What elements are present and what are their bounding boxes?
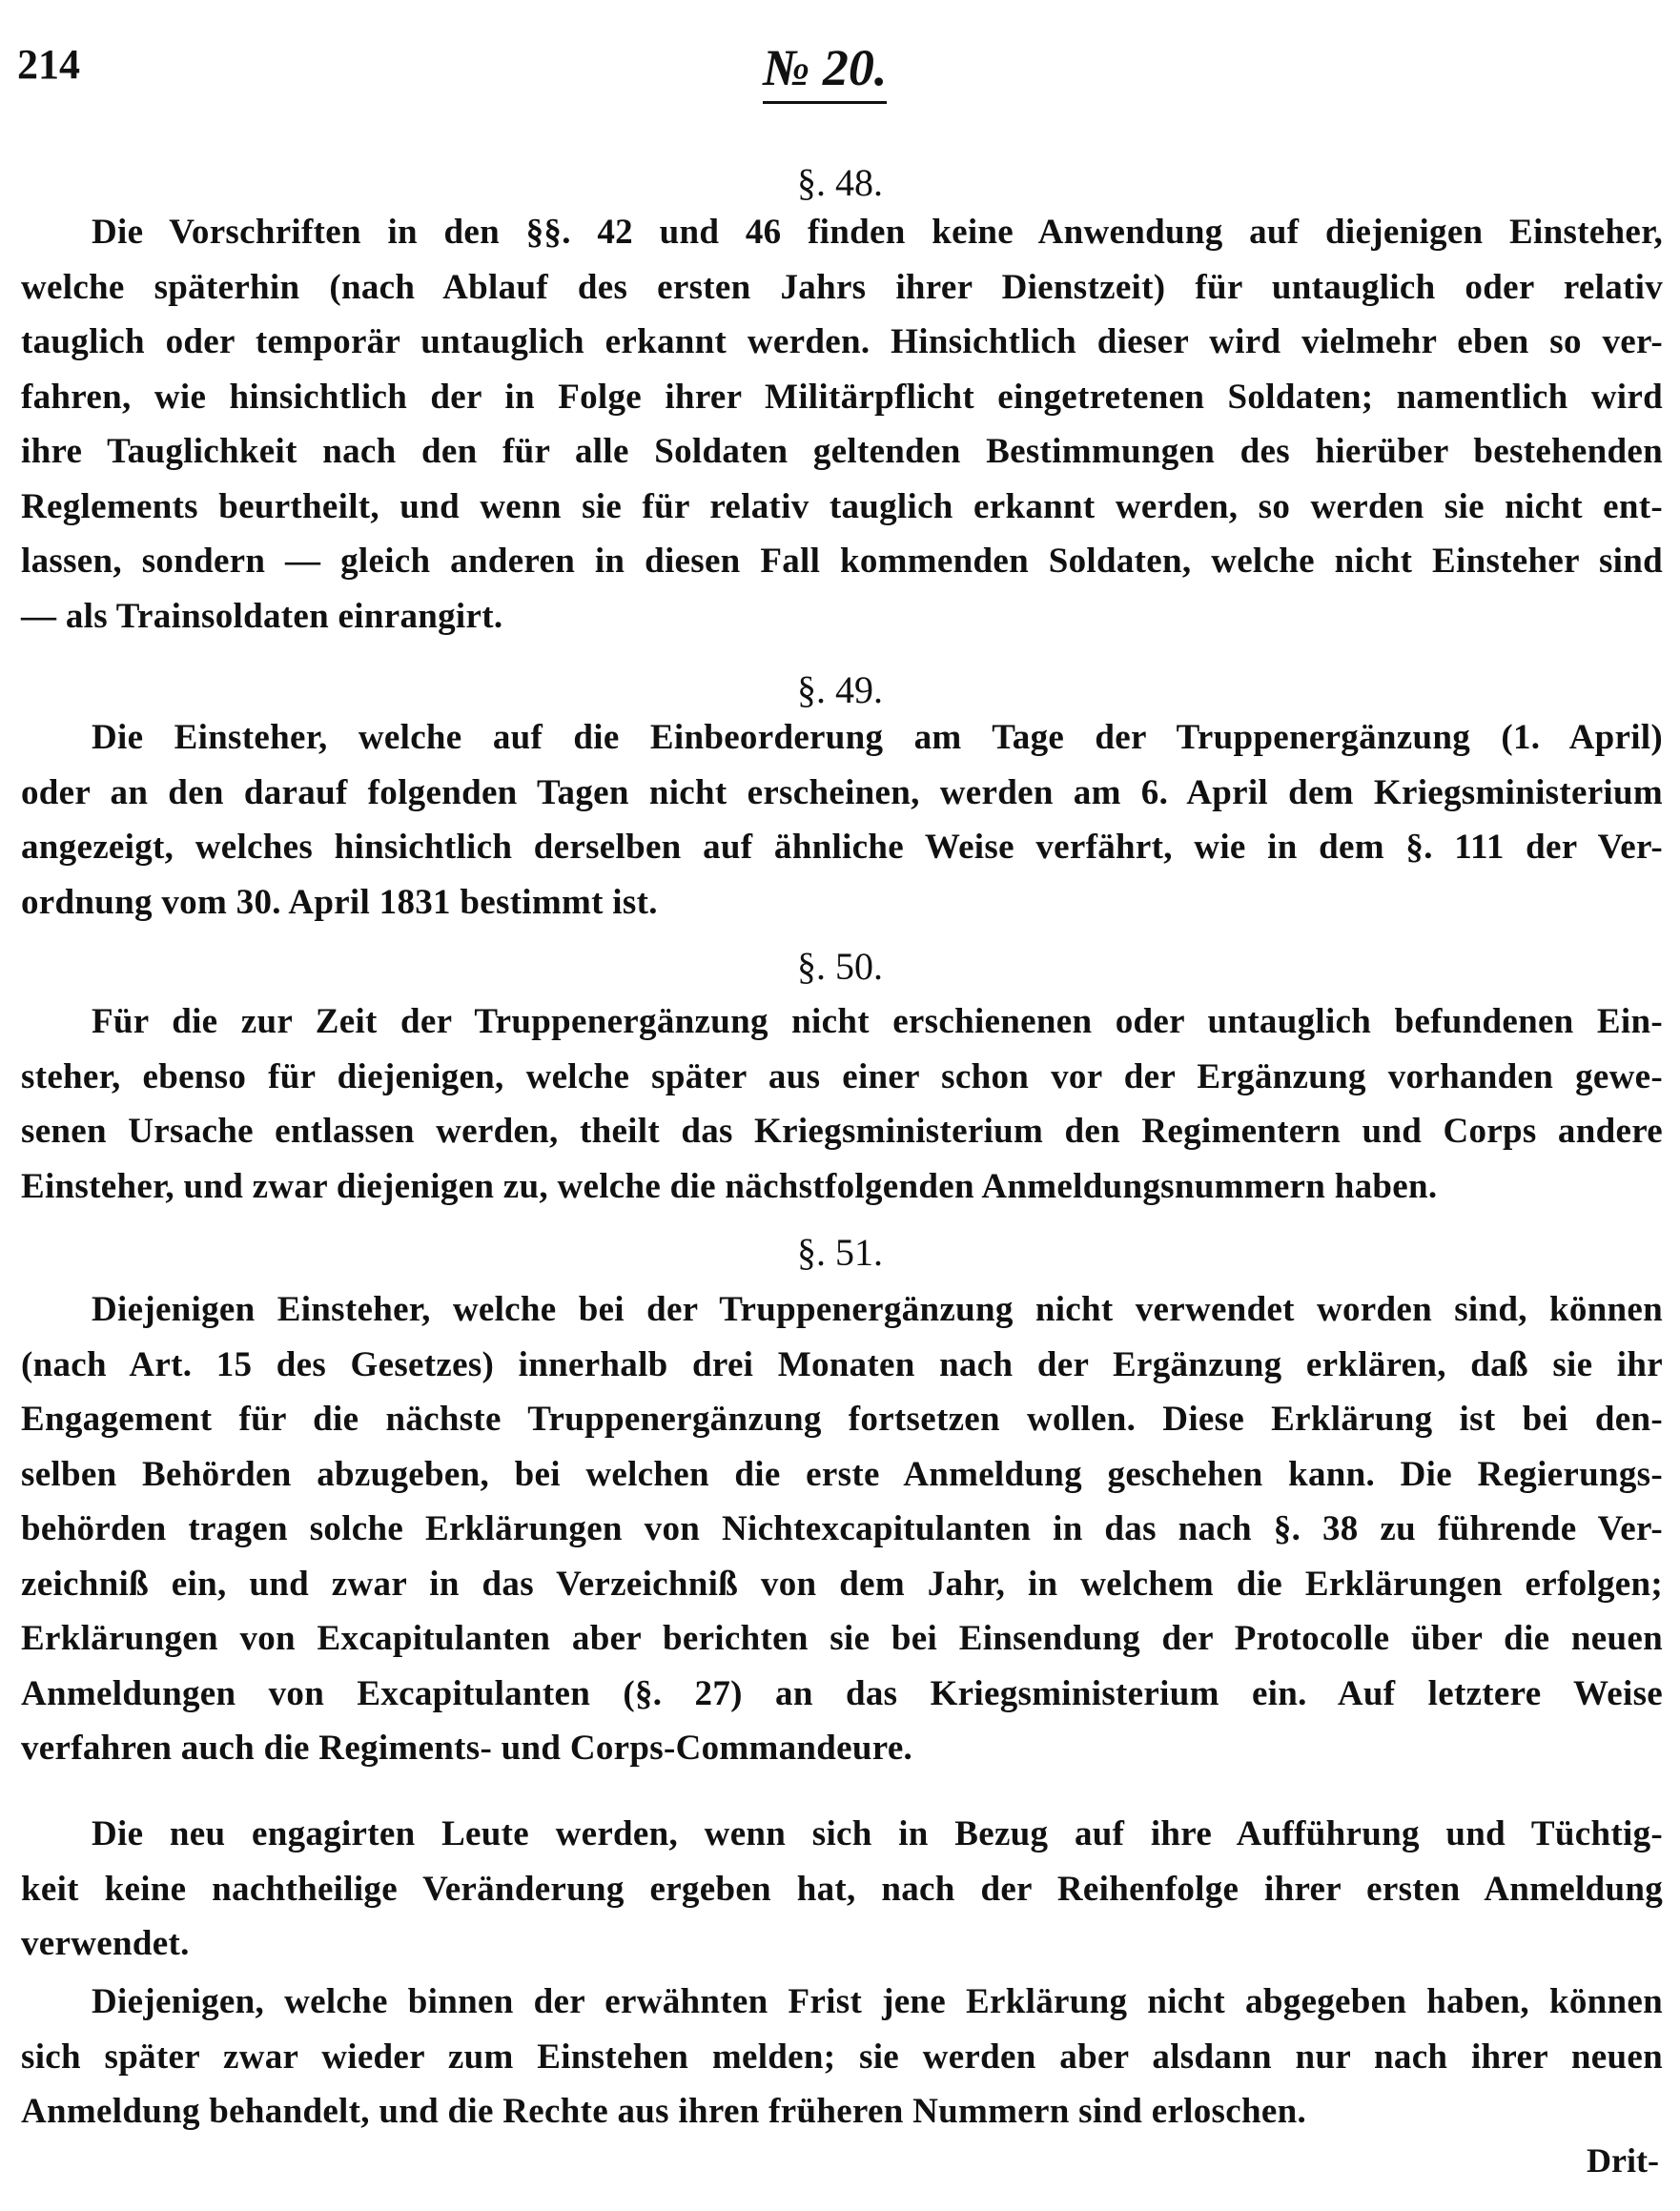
text-line: Engagement für die nächste Truppenergänzung fortsetzen wollen. Diese Erklärung ist bei den- bbox=[21, 1400, 1663, 1439]
text-line: welche späterhin (nach Ablauf des ersten Jahrs ihrer Dienstzeit) für untauglich oder relativ bbox=[21, 267, 1663, 307]
text-line: selben Behörden abzugeben, bei welchen die erste Anmeldung geschehen kann. Die Regierungs- bbox=[21, 1454, 1663, 1494]
text-line: Diejenigen Einsteher, welche bei der Truppenergänzung nicht verwendet worden sind, können bbox=[92, 1290, 1663, 1329]
text-line: keit keine nachtheilige Veränderung ergeben hat, nach der Reihenfolge ihrer ersten Anmeldung bbox=[21, 1869, 1663, 1909]
text-line: Einsteher, und zwar diejenigen zu, welche die nächstfolgenden Anmeldungsnummern haben. bbox=[21, 1166, 1438, 1206]
text-line: senen Ursache entlassen werden, theilt das Kriegsministerium den Regimentern und Corps andere bbox=[21, 1112, 1663, 1151]
text-line: Die Vorschriften in den §§. 42 und 46 finden keine Anwendung auf diejenigen Einsteher, bbox=[92, 213, 1663, 252]
text-line: steher, ebenso für diejenigen, welche später aus einer schon vor der Ergänzung vorhanden gewe- bbox=[21, 1056, 1663, 1096]
issue-number: № 20. bbox=[763, 38, 887, 104]
text-line: Reglements beurtheilt, und wenn sie für relativ tauglich erkannt werden, so werden sie nicht ent- bbox=[21, 486, 1663, 526]
page-number: 214 bbox=[17, 41, 80, 88]
text-line: tauglich oder temporär untauglich erkannt werden. Hinsichtlich dieser wird vielmehr eben so ver- bbox=[21, 322, 1663, 361]
section-heading: §. 49. bbox=[797, 668, 883, 711]
text-line: (nach Art. 15 des Gesetzes) innerhalb drei Monaten nach der Ergänzung erklären, daß sie ihr bbox=[21, 1344, 1663, 1384]
text-line: oder an den darauf folgenden Tagen nicht erscheinen, werden am 6. April dem Kriegsministerium bbox=[21, 772, 1663, 812]
text-line: Erklärungen von Excapitulanten aber berichten sie bei Einsendung der Protocolle über die neuen bbox=[21, 1619, 1663, 1658]
text-line: Diejenigen, welche binnen der erwähnten Frist jene Erklärung nicht abgegeben haben, können bbox=[92, 1982, 1663, 2021]
section-heading: §. 50. bbox=[797, 945, 883, 988]
catchword: Drit- bbox=[1587, 2141, 1659, 2180]
text-line: Die neu engagirten Leute werden, wenn sich in Bezug auf ihre Aufführung und Tüchtig- bbox=[92, 1814, 1663, 1853]
section-heading: §. 51. bbox=[797, 1231, 883, 1274]
text-line: behörden tragen solche Erklärungen von Nichtexcapitulanten in das nach §. 38 zu führende Ver- bbox=[21, 1509, 1663, 1548]
text-line: Für die zur Zeit der Truppenergänzung nicht erschienenen oder untauglich befundenen Ein- bbox=[92, 1002, 1663, 1041]
text-line: verwendet. bbox=[21, 1924, 190, 1963]
text-line: — als Trainsoldaten einrangirt. bbox=[21, 596, 503, 636]
text-line: Anmeldungen von Excapitulanten (§. 27) an das Kriegsministerium ein. Auf letztere Weise bbox=[21, 1673, 1663, 1713]
text-line: Die Einsteher, welche auf die Einbeorderung am Tage der Truppenergänzung (1. April) bbox=[92, 718, 1663, 757]
text-line: Anmeldung behandelt, und die Rechte aus ihren früheren Nummern sind erloschen. bbox=[21, 2092, 1306, 2131]
section-heading: §. 48. bbox=[797, 161, 883, 204]
text-line: verfahren auch die Regiments- und Corps-Commandeure. bbox=[21, 1729, 913, 1768]
text-line: fahren, wie hinsichtlich der in Folge ihrer Militärpflicht eingetretenen Soldaten; namentlich wird bbox=[21, 377, 1663, 417]
text-line: sich später zwar wieder zum Einstehen melden; sie werden aber alsdann nur nach ihrer neuen bbox=[21, 2037, 1663, 2077]
text-line: ihre Tauglichkeit nach den für alle Soldaten geltenden Bestimmungen des hierüber bestehenden bbox=[21, 432, 1663, 471]
text-line: angezeigt, welches hinsichtlich derselben auf ähnliche Weise verfährt, wie in dem §. 111 der Ver- bbox=[21, 828, 1663, 867]
text-line: ordnung vom 30. April 1831 bestimmt ist. bbox=[21, 882, 658, 922]
text-line: lassen, sondern — gleich anderen in diesen Fall kommenden Soldaten, welche nicht Einsteher sind bbox=[21, 542, 1663, 581]
text-line: zeichniß ein, und zwar in das Verzeichniß von dem Jahr, in welchem die Erklärungen erfolgen; bbox=[21, 1564, 1663, 1604]
